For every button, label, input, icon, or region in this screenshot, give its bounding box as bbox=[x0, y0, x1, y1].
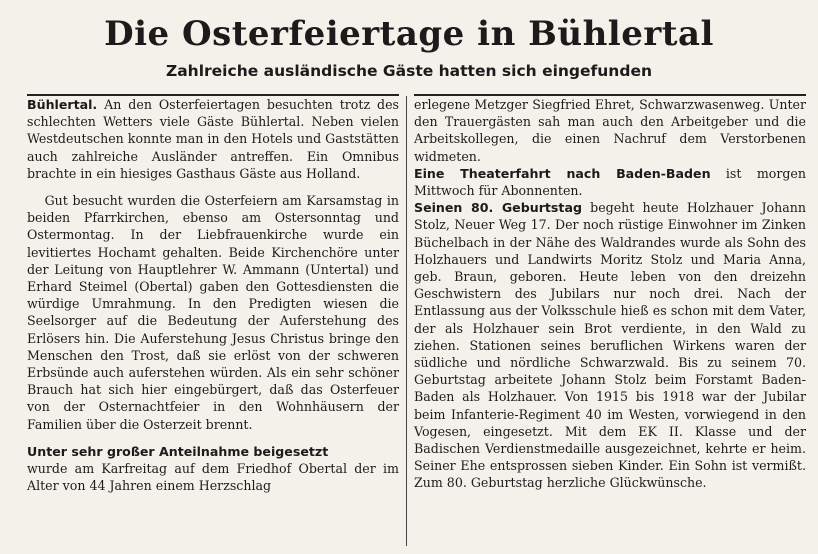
funeral-text: wurde am Karfreitag auf dem Friedhof Obertal der im Alter von 44 Jahren einem Herzschlag bbox=[27, 461, 399, 494]
left-column bbox=[27, 96, 399, 494]
right-column bbox=[414, 96, 806, 492]
column-divider bbox=[406, 96, 407, 546]
funeral-continued-paragraph: erlegene Metzger Siegfried Ehret, Schwarzwasenweg. Unter den Trauergästen sah man auch den Arbeitgeber und die Arbeitskollegen, die einen Nachruf dem Verstorbenen widmeten. bbox=[414, 97, 806, 164]
easter-services-paragraph: Gut besucht wurden die Osterfeiern am Karsamstag in beiden Pfarrkirchen, ebenso am Ostersonntag und Ostermontag. In der Liebfrauenkirche wurde ein levitiertes Hochamt gehalten. Beide Kirchenchöre unter der Leitung von Hauptlehrer W. Ammann (Untertal) und Erhard Steimel (Obertal) gaben den Gottesdiensten die würdige Umrahmung. In den Predigten wiesen die Seelsorger auf die Bedeutung der Auferstehung des Erlösers hin. Die Auferstehung Jesus Christus bringe den Menschen den Trost, daß sie erlöst von der schweren Erbsünde auch auferstehen würden. Als ein sehr schöner Brauch hat sich hier eingebürgert, daß das Osterfeuer von der Osternachtfeier in den Wohnhäusern der Familien über die Osterzeit brennt. bbox=[27, 193, 399, 432]
funeral-heading: Unter sehr großer Anteilnahme beigesetzt bbox=[27, 443, 329, 459]
dateline: Bühlertal. bbox=[27, 97, 98, 112]
birthday-text: begeht heute Holzhauer Johann Stolz, Neuer Weg 17. Der noch rüstige Einwohner im Zinken Büchelbach in der Nähe des Waldrandes wurde als Sohn des Holzhauers und Landwirts Moritz Stolz und Maria Anna, geb. Braun, geboren. Heute leben von den dreizehn Geschwistern des Jubilars nur noch drei. Nach der Entlassung aus der Volksschule hieß es schon mit dem Vater, der als Holzhauer sein Brot verdiente, in den Wald zu ziehen. Stationen seines beruflichen Wirkens waren der südliche und nördliche Schwarzwald. Bis zu seinem 70. Geburtstag arbeitete Johann Stolz beim Forstamt Baden-Baden als Holzhauer. Von 1915 bis 1918 war der Jubilar beim Infanterie-Regiment 40 im Westen, vorwiegend in den Vogesen, eingesetzt. Mit dem EK II. Klasse und der Badischen Verdienstmedaille ausgezeichnet, kehrte er heim. Seiner Ehe entsprossen sieben Kinder. Ein Sohn ist vermißt. Zum 80. Geburtstag herzliche Glückwünsche. bbox=[414, 200, 806, 491]
theater-trip-text: ist morgen Mittwoch für Abonnenten. bbox=[414, 165, 806, 199]
theater-trip-paragraph bbox=[414, 165, 806, 199]
theater-trip-heading: Eine Theaterfahrt nach Baden-Baden bbox=[414, 165, 711, 181]
subheadline: Zahlreiche ausländische Gäste hatten sich eingefunden bbox=[165, 62, 652, 80]
intro-text: An den Osterfeiertagen besuchten trotz des schlechten Wetters viele Gäste Bühlertal. Neben vielen Westdeutschen konnte man in den Hotels und Gaststätten auch zahlreiche Ausländer antreffen. Ein Omnibus brachte in ein hiesiges Gasthaus Gäste aus Holland. bbox=[27, 97, 399, 181]
headline: Die Osterfeiertage in Bühlertal bbox=[104, 14, 714, 54]
birthday-paragraph bbox=[414, 199, 806, 491]
intro-paragraph bbox=[27, 96, 399, 182]
birthday-heading: Seinen 80. Geburtstag bbox=[414, 200, 582, 216]
